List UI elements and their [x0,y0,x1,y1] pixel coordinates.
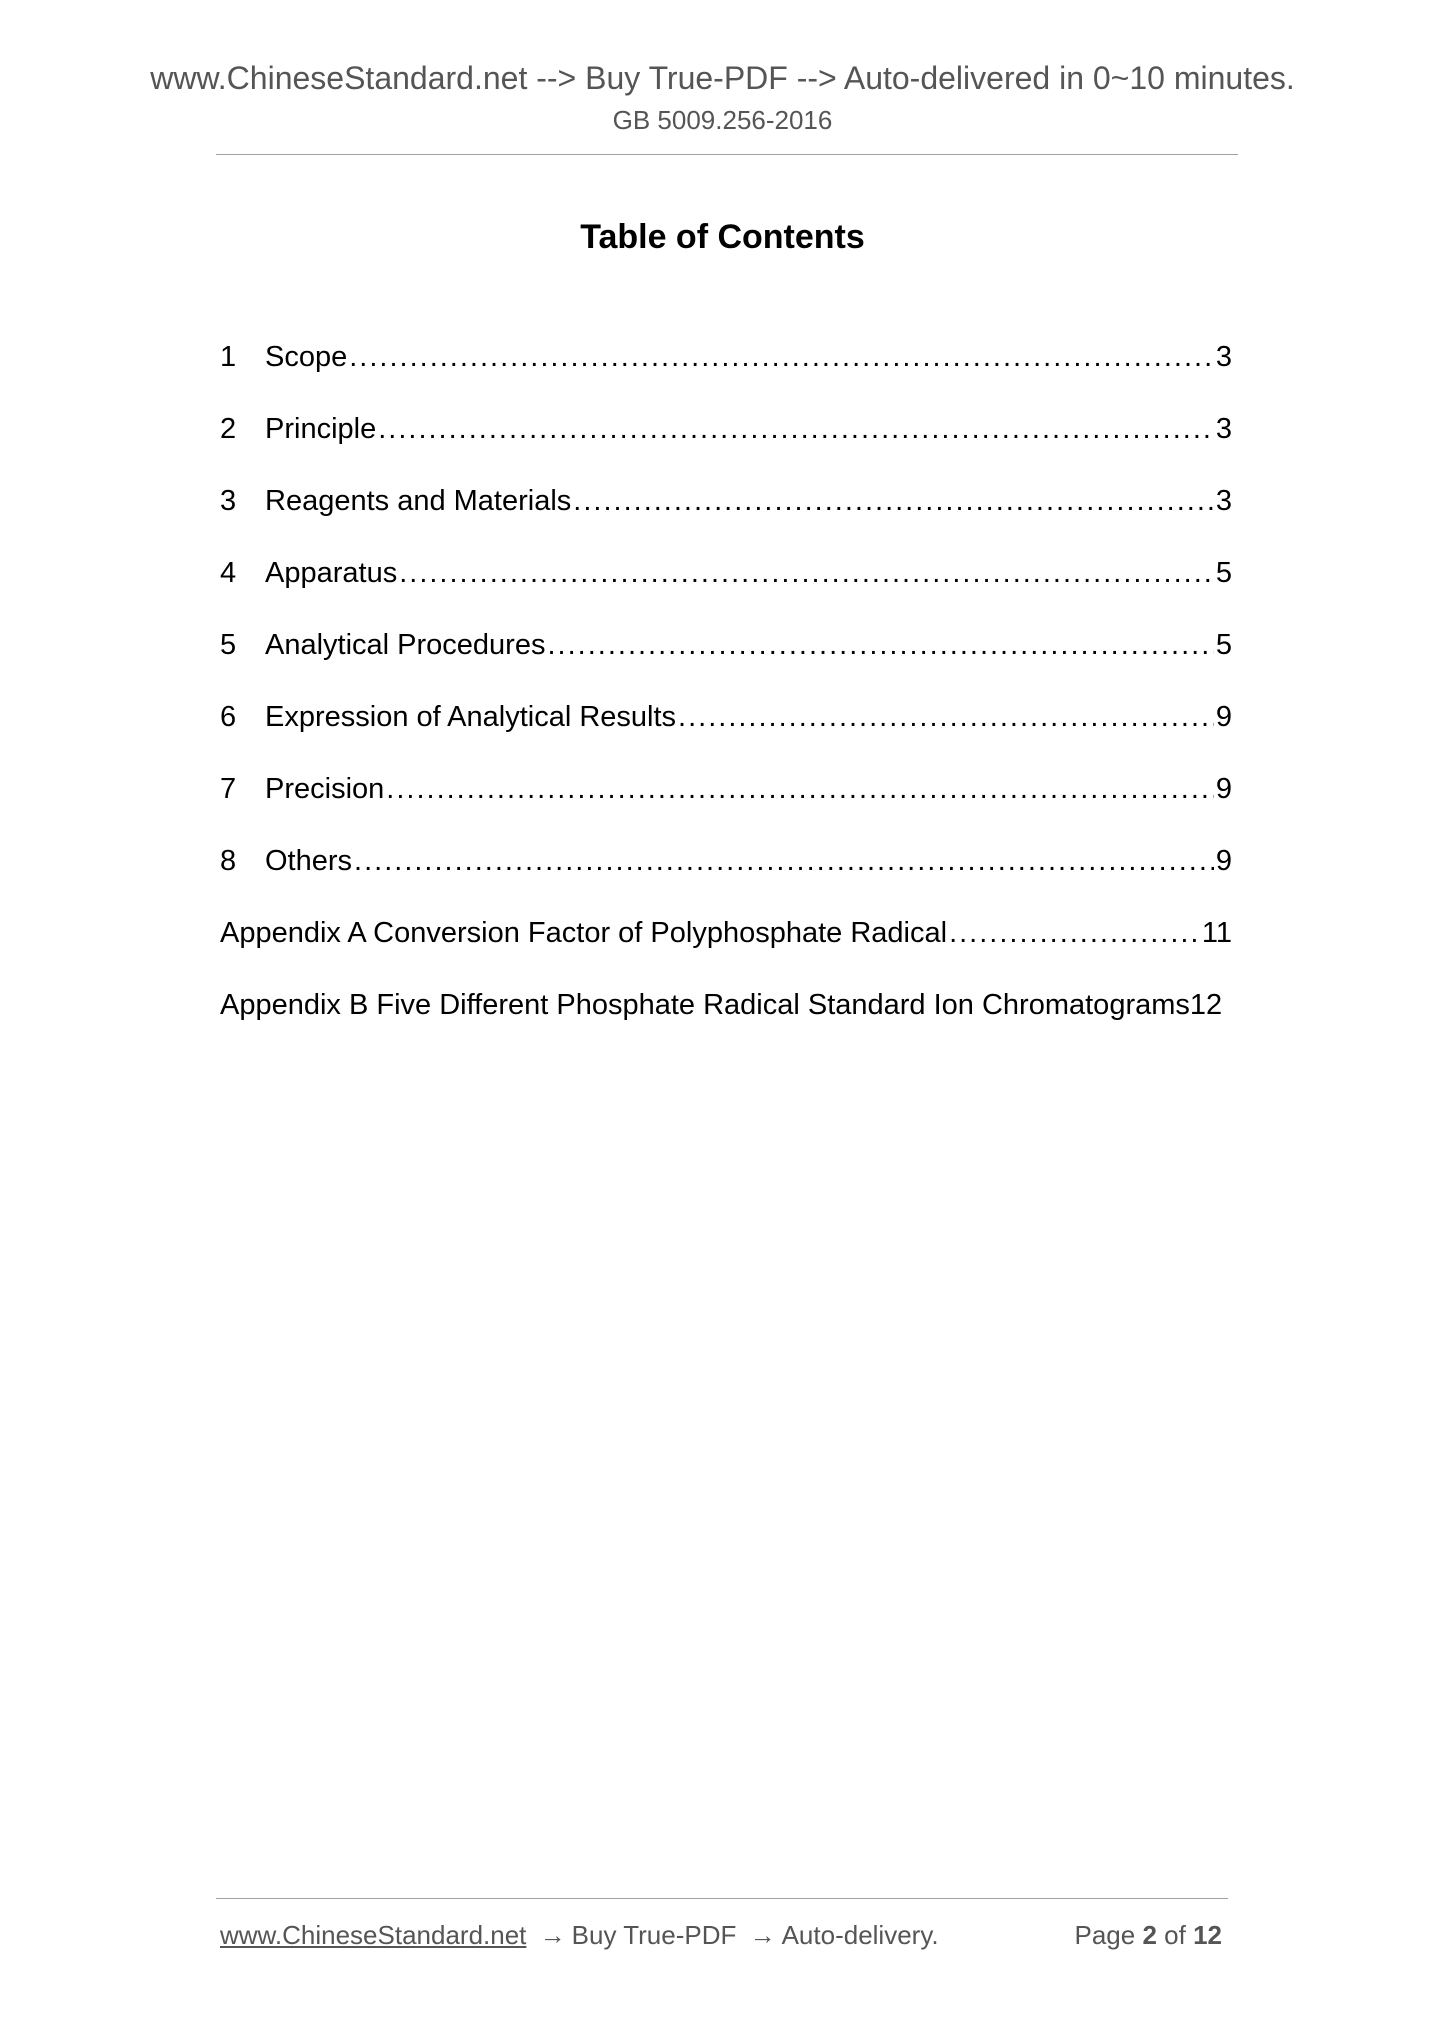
toc-entry-page: 9 [1215,845,1232,877]
toc-entry-number: 3 [220,485,237,517]
toc-entry-number: 8 [220,845,237,877]
toc-dot-leader [949,913,1200,953]
arrow-right-icon: → [539,1920,566,1950]
toc-entry-number: 4 [220,557,237,589]
toc-entry-apparatus[interactable] [220,553,1232,625]
toc-dot-leader [547,625,1213,665]
toc-dot-leader [378,409,1214,449]
footer-site-link[interactable]: www.ChineseStandard.net [220,1920,527,1950]
page-label: Page [1074,1920,1136,1950]
header-promo-line: www.ChineseStandard.net --> Buy True-PDF --> Auto-delivered in 0~10 minutes. [150,60,1295,96]
toc-entry-others[interactable] [220,841,1232,913]
toc-entry-precision[interactable] [220,769,1232,841]
page-total: 12 [1193,1920,1222,1950]
footer-buy-text: Buy True-PDF [571,1920,737,1950]
toc-dot-leader [386,769,1214,809]
toc-entry-title: Principle [265,413,377,445]
toc-dot-leader [573,481,1214,521]
toc-entry-page: 11 [1201,917,1232,949]
footer-delivery-text: Auto-delivery. [781,1920,939,1950]
toc-entry-page: 3 [1215,413,1232,445]
toc-entry-reagents[interactable] [220,481,1232,553]
toc-entry-appendix-a[interactable] [220,913,1232,985]
page-title: Table of Contents [580,218,865,256]
toc-entry-title: Apparatus [265,557,398,589]
toc-entry-page: 5 [1215,557,1232,589]
toc-entry-page: 3 [1215,341,1232,373]
toc-entry-number: 2 [220,413,237,445]
standard-code: GB 5009.256-2016 [612,105,833,135]
header-divider [216,154,1238,155]
footer-divider [216,1898,1228,1899]
toc-entry-page: 3 [1215,485,1232,517]
toc-entry-title: Reagents and Materials [265,485,572,517]
toc-entry-number: 7 [220,773,237,805]
toc-entry-page: 9 [1215,773,1232,805]
toc-entry-number: 6 [220,701,237,733]
page-of-label: of [1164,1920,1186,1950]
toc-dot-leader [354,841,1214,881]
toc-dot-leader [678,697,1214,737]
toc-entry-results[interactable] [220,697,1232,769]
toc-entry-title: Precision [265,773,385,805]
toc-dot-leader [399,553,1214,593]
toc-entry-title: Scope [265,341,348,373]
toc-entry-title: Others [265,845,353,877]
page-footer [220,1915,1228,1955]
toc-dot-leader [349,337,1214,377]
toc-entry-page: 12 [1189,989,1223,1021]
toc-entry-number: 5 [220,629,237,661]
toc-entry-title: Expression of Analytical Results [265,701,677,733]
arrow-right-icon: → [749,1920,776,1950]
toc-entry-title: Appendix B Five Different Phosphate Radical Standard Ion Chromatograms [220,989,1190,1021]
toc-entry-title: Appendix A Conversion Factor of Polyphosphate Radical [220,917,948,949]
toc-entry-number: 1 [220,341,237,373]
toc-entry-page: 9 [1215,701,1232,733]
toc-entry-principle[interactable] [220,409,1232,481]
page-current: 2 [1142,1920,1157,1950]
page-number [1074,1915,1222,1955]
toc-entry-scope[interactable] [220,337,1232,409]
toc-list [220,337,1232,1057]
toc-entry-title: Analytical Procedures [265,629,546,661]
toc-entry-procedures[interactable] [220,625,1232,697]
toc-entry-appendix-b[interactable] [220,985,1232,1057]
toc-entry-page: 5 [1215,629,1232,661]
